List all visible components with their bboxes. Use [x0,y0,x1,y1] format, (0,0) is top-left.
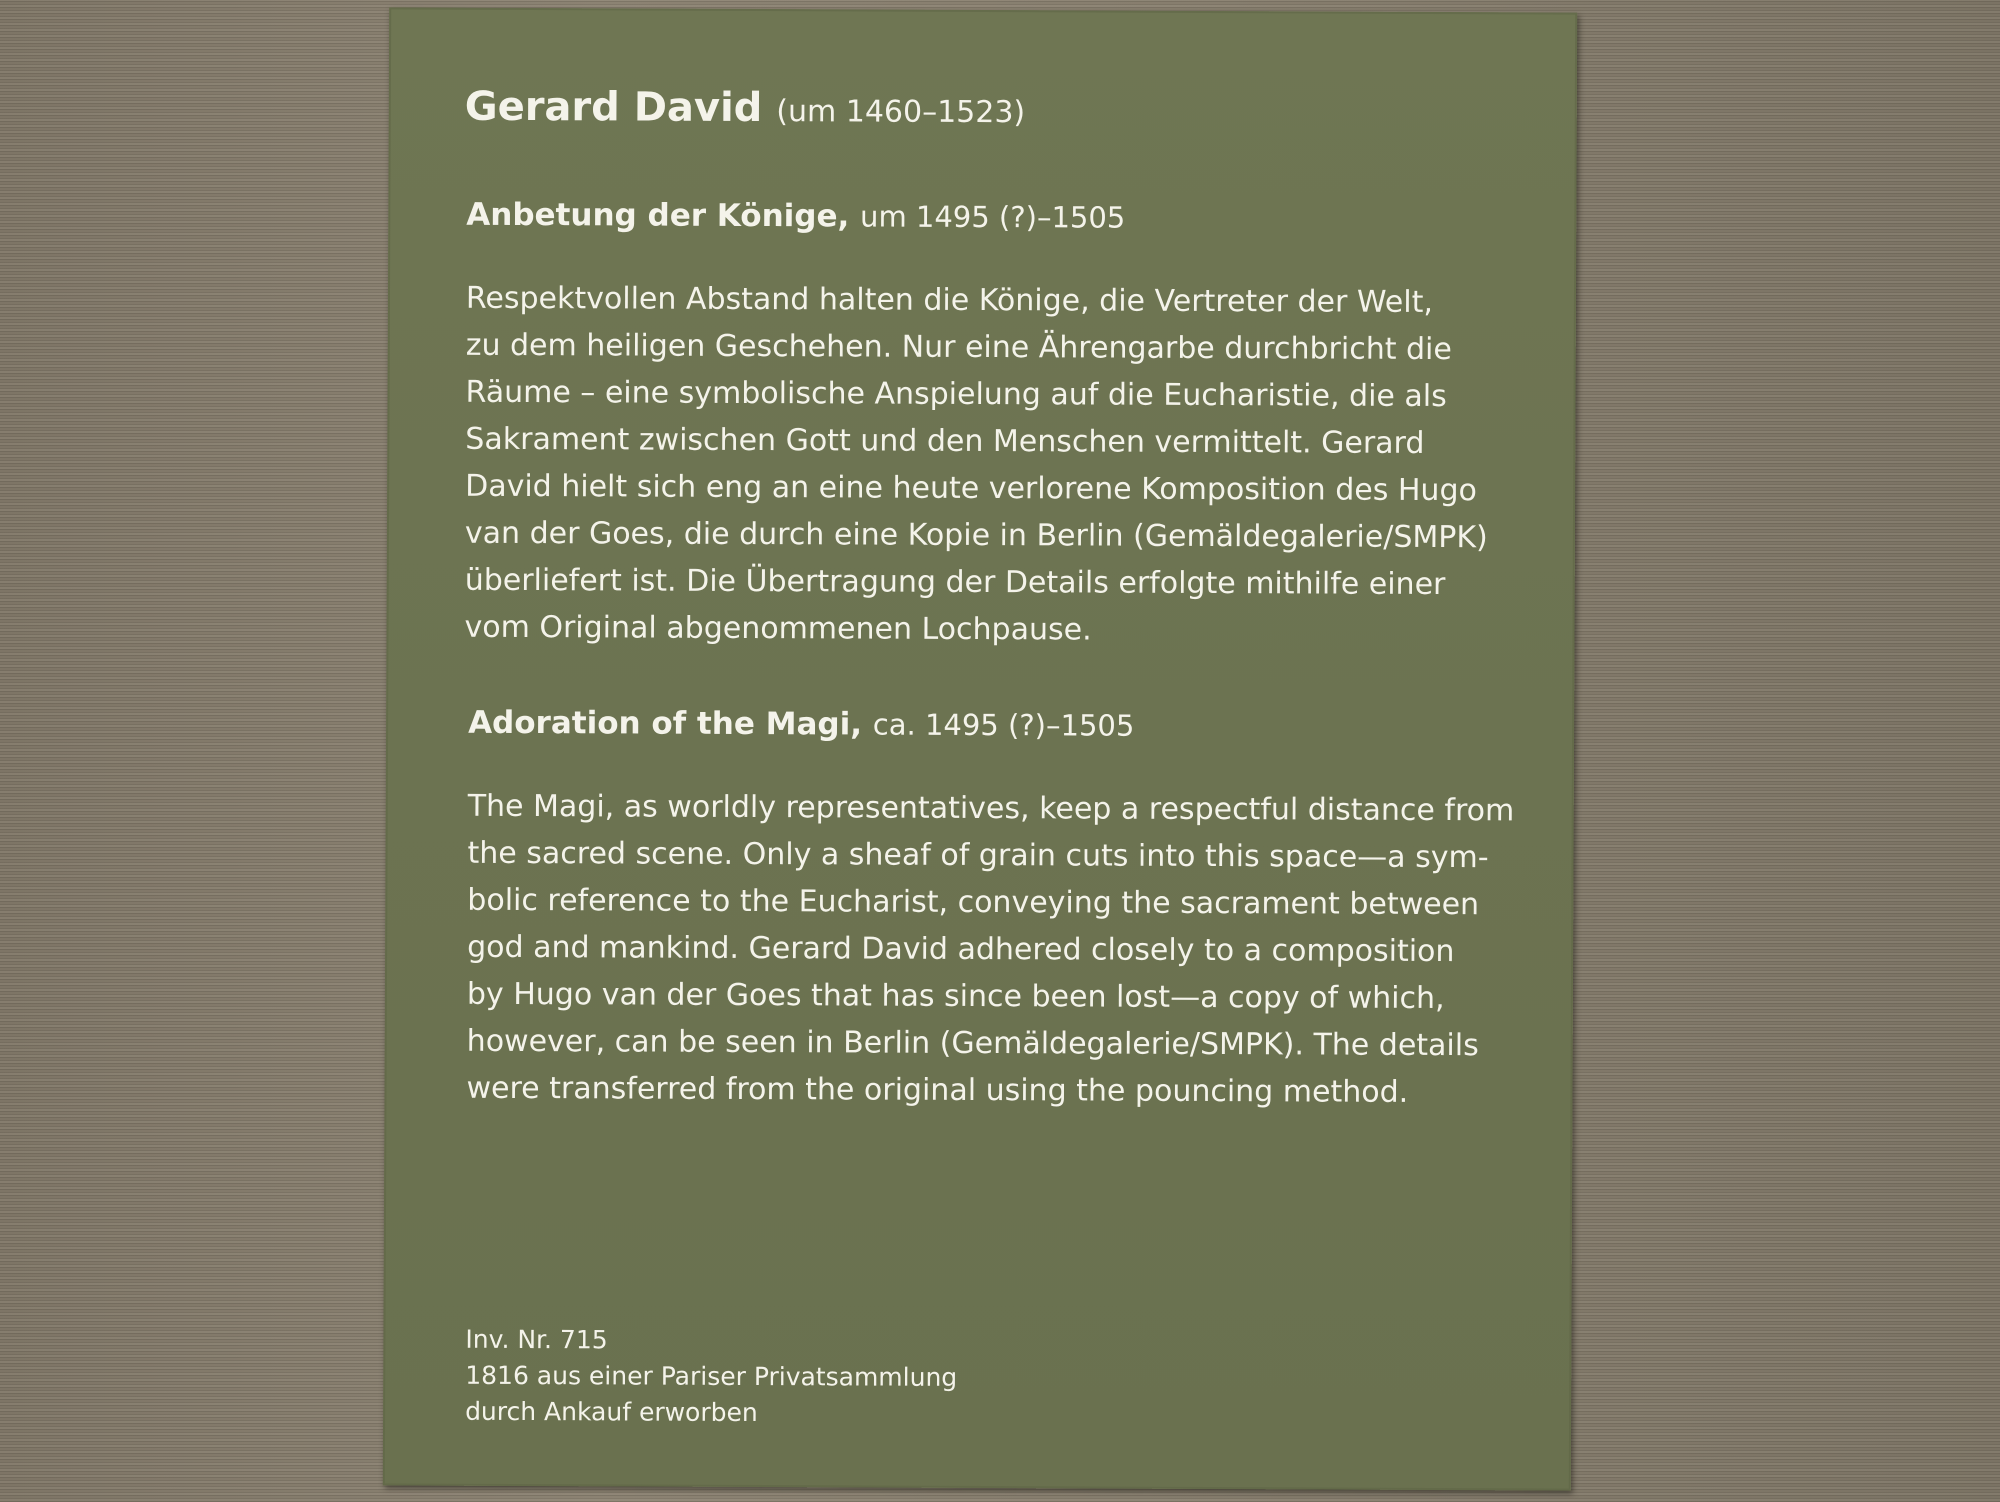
english-description [466,783,1537,1117]
provenance-footer [465,1322,957,1432]
german-artwork-heading [466,197,1125,236]
artist-dates: (um 1460–1523) [776,94,1026,131]
german-description-line: überliefert ist. Die Übertragung der Details erfolgte mithilfe einer [464,562,1446,603]
english-description-line: The Magi, as worldly representatives, keep a respectful distance from [467,788,1515,829]
museum-label-plaque [383,7,1577,1490]
inventory-number: Inv. Nr. 715 [465,1324,608,1355]
german-description-line: Respektvollen Abstand halten die Könige, die Vertreter der Welt, [465,280,1434,320]
german-description-line: Sakrament zwischen Gott und den Menschen vermittelt. Gerard [465,421,1425,461]
german-description-line: zu dem heiligen Geschehen. Nur eine Ährengarbe durchbricht die [465,327,1452,368]
german-artwork-title: Anbetung der Könige, [466,196,850,235]
english-artwork-date: ca. 1495 (?)–1505 [872,707,1135,743]
german-artwork-date: um 1495 (?)–1505 [860,199,1126,235]
artist-name: Gerard David [464,83,763,132]
english-artwork-title: Adoration of the Magi, [468,704,863,743]
english-description-line: were transferred from the original using the pouncing method. [466,1070,1409,1110]
german-description-line: vom Original abgenommenen Lochpause. [464,609,1092,648]
german-description-line: David hielt sich eng an eine heute verlorene Komposition des Hugo [465,468,1477,509]
german-description [464,275,1536,656]
provenance-line: 1816 aus einer Pariser Privatsammlung [465,1360,958,1392]
artist-heading [465,84,1026,132]
provenance-line: durch Ankauf erworben [465,1396,758,1428]
english-description-line: however, can be seen in Berlin (Gemäldegalerie/SMPK). The details [466,1023,1479,1064]
english-description-line: bolic reference to the Eucharist, conveying the sacrament between [467,882,1480,923]
english-description-line: god and mankind. Gerard David adhered closely to a composition [467,929,1455,970]
english-description-line: by Hugo van der Goes that has since been lost—a copy of which, [466,976,1445,1017]
english-artwork-heading [468,705,1134,744]
german-description-line: van der Goes, die durch eine Kopie in Berlin (Gemäldegalerie/SMPK) [464,515,1488,556]
german-description-line: Räume – eine symbolische Anspielung auf die Eucharistie, die als [465,374,1447,415]
english-description-line: the sacred scene. Only a sheaf of grain cuts into this space—a sym- [467,835,1489,876]
